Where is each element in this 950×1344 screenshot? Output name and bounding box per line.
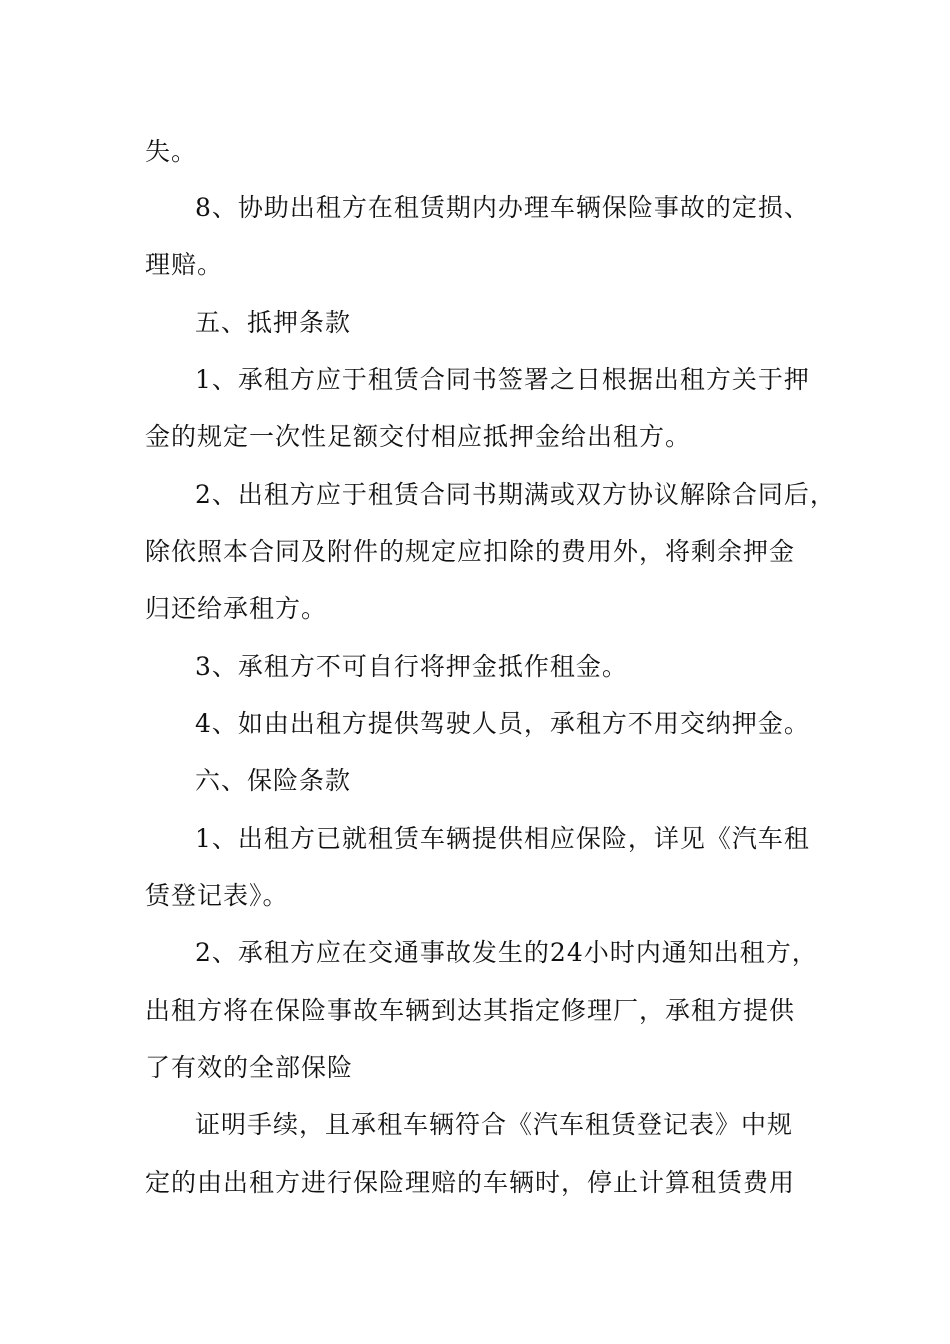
- text-line: 证明手续，且承租车辆符合《汽车租赁登记表》中规: [195, 1110, 794, 1139]
- text-line: 归还给承租方。: [145, 594, 328, 623]
- clause-item-4: 4、如由出租方提供驾驶人员，承租方不用交纳押金。: [195, 709, 810, 738]
- text-line: 了有效的全部保险: [145, 1053, 354, 1082]
- text-line: 定的由出租方进行保险理赔的车辆时，停止计算租赁费用: [145, 1168, 796, 1197]
- text-line: 赁登记表》。: [145, 881, 289, 910]
- clause-item-1: 1、出租方已就租赁车辆提供相应保险，详见《汽车租: [195, 824, 810, 853]
- text-line: 失。: [145, 137, 198, 166]
- clause-item-1: 1、承租方应于租赁合同书签署之日根据出租方关于押: [195, 365, 810, 394]
- clause-item-2: 2、出租方应于租赁合同书期满或双方协议解除合同后，: [195, 480, 836, 509]
- text-line: 出租方将在保险事故车辆到达其指定修理厂，承租方提供: [145, 996, 796, 1025]
- clause-item-2: 2、承租方应在交通事故发生的24小时内通知出租方，: [195, 938, 818, 967]
- section-heading-mortgage: 五、抵押条款: [195, 308, 352, 337]
- clause-item-8: 8、协助出租方在租赁期内办理车辆保险事故的定损、: [195, 193, 810, 222]
- section-heading-insurance: 六、保险条款: [195, 766, 352, 795]
- text-line: 理赔。: [145, 250, 224, 279]
- text-line: 除依照本合同及附件的规定应扣除的费用外，将剩余押金: [145, 537, 796, 566]
- text-line: 金的规定一次性足额交付相应抵押金给出租方。: [145, 422, 692, 451]
- clause-item-3: 3、承租方不可自行将押金抵作租金。: [195, 652, 628, 681]
